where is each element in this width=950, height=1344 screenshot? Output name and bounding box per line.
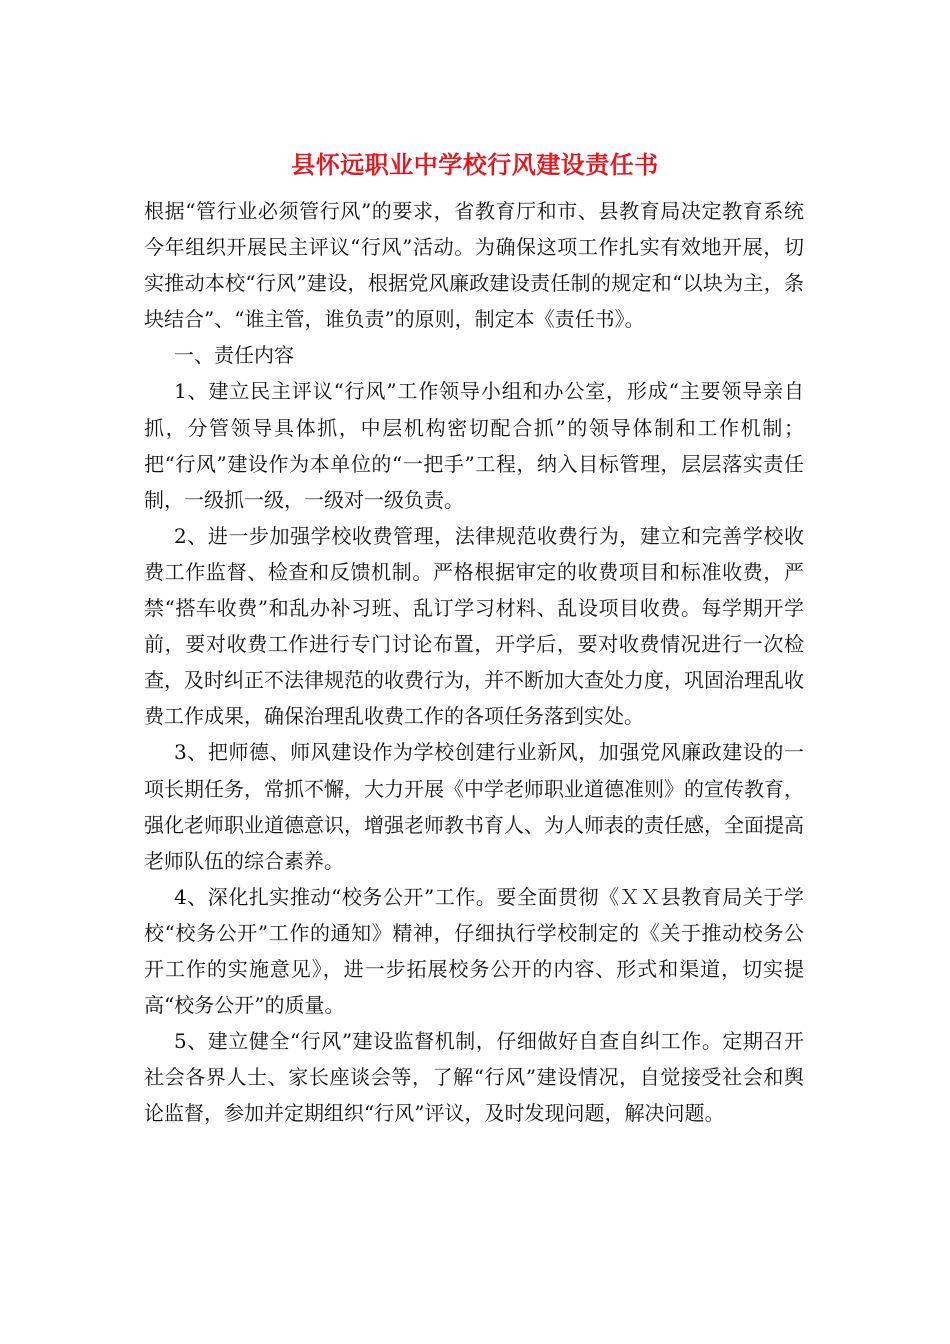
section-heading: 一、责任内容 — [174, 343, 294, 368]
document-title: 县怀远职业中学校行风建设责任书 — [291, 150, 659, 179]
item-paragraph-5: 5、建立健全“行风”建设监督机制，仔细做好自查自纠工作。定期召开社会各界人士、家长座谈会等，了解“行风”建设情况，自觉接受社会和舆论监督，参加并定期组织“行风”评议，及时发现问题，解决问题。 — [144, 1029, 804, 1126]
item-paragraph-2: 2、进一步加强学校收费管理，法律规范收费行为，建立和完善学校收费工作监督、检查和反馈机制。严格根据审定的收费项目和标准收费，严禁“搭车收费”和乱办补习班、乱订学习材料、乱设项目收费。每学期开学前，要对收费工作进行专门讨论布置，开学后，要对收费情况进行一次检查，及时纠正不法律规范的收费行为，并不断加大查处力度，巩固治理乱收费工作成果，确保治理乱收费工作的各项任务落到实处。 — [144, 523, 804, 729]
item-paragraph-4: 4、深化扎实推动“校务公开”工作。要全面贯彻《ＸＸ县教育局关于学校“校务公开”工作的通知》精神，仔细执行学校制定的《关于推动校务公开工作的实施意见》，进一步拓展校务公开的内容、形式和渠道，切实提高“校务公开”的质量。 — [144, 884, 804, 1018]
document-body — [144, 193, 804, 1131]
item-paragraph-3: 3、把师德、师风建设作为学校创建行业新风，加强党风廉政建设的一项长期任务，常抓不懈，大力开展《中学老师职业道德准则》的宣传教育，强化老师职业道德意识，增强老师教书育人、为人师表的责任感，全面提高老师队伍的综合素养。 — [144, 740, 804, 873]
intro-paragraph: 根据“管行业必须管行风”的要求，省教育厅和市、县教育局决定教育系统今年组织开展民主评议“行风”活动。为确保这项工作扎实有效地开展，切实推动本校“行风”建设，根据党风廉政建设责任制的规定和“以块为主，条块结合”、“谁主管，谁负责”的原则，制定本《责任书》。 — [144, 199, 804, 332]
item-paragraph-1: 1、建立民主评议“行风”工作领导小组和办公室，形成“主要领导亲自抓，分管领导具体抓，中层机构密切配合抓”的领导体制和工作机制；把“行风”建设作为本单位的“一把手”工程，纳入目标管理，层层落实责任制，一级抓一级，一级对一级负责。 — [144, 379, 804, 512]
